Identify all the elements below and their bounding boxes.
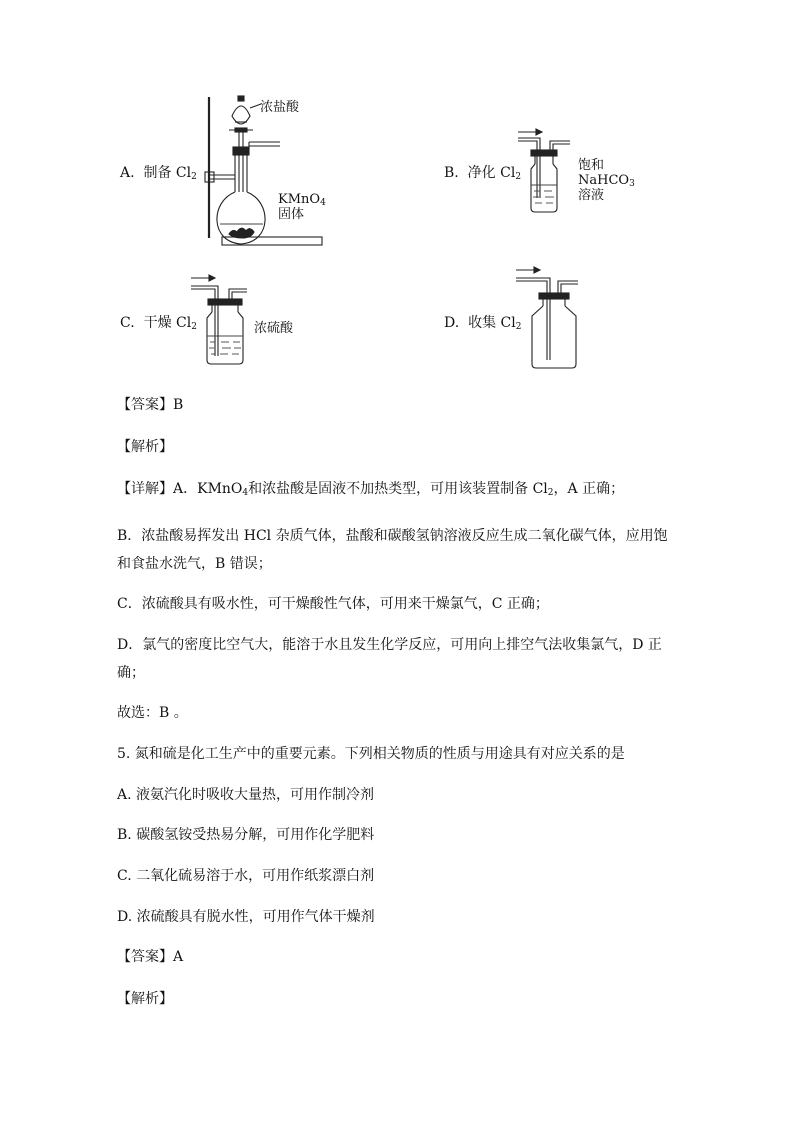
- detail-b-line2: 和食盐水洗气，B 错误；: [117, 556, 272, 572]
- label-saturated: 饱和: [578, 158, 605, 173]
- option-a-label: A. 制备 $Cl_2$: [120, 165, 197, 182]
- label-nahco3: NaHCO$_3$: [578, 173, 635, 189]
- detail-choice: 故选：B 。: [117, 705, 188, 721]
- q5-option-b: B. 碳酸氢铵受热易分解，可用作化学肥料: [117, 827, 375, 843]
- q5-option-d: D. 浓硫酸具有脱水性，可用作气体干燥剂: [117, 909, 375, 925]
- detail-d-line1: D．氯气的密度比空气大，能溶于水且发生化学反应，可用向上排空气法收集氯气，D 正: [117, 637, 662, 653]
- detail-c: C．浓硫酸具有吸水性，可干燥酸性气体，可用来干燥氯气，C 正确；: [117, 596, 549, 612]
- analysis-q4: 【解析】: [117, 439, 173, 455]
- analysis-q5: 【解析】: [117, 991, 173, 1007]
- option-b-label: B. 净化 $Cl_2$: [444, 165, 522, 182]
- detail-b-line1: B．浓盐酸易挥发出 HCl 杂质气体，盐酸和碳酸氢钠溶液反应生成二氧化碳气体，应用饱: [117, 528, 668, 544]
- label-hcl: 浓盐酸: [260, 100, 300, 115]
- option-d-label: D. 收集 $Cl_2$: [444, 315, 522, 332]
- label-h2so4: 浓硫酸: [254, 321, 294, 336]
- answer-q5: 【答案】A: [117, 949, 184, 965]
- apparatus-a-flask-stand: [205, 92, 325, 252]
- apparatus-c-drying-bottle: [187, 274, 247, 369]
- apparatus-b-wash-bottle: [514, 128, 574, 213]
- option-c-label: C. 干燥 $Cl_2$: [120, 315, 197, 332]
- label-solid: 固体: [278, 207, 305, 222]
- detail-d-line2: 确；: [117, 665, 145, 681]
- label-solution: 溶液: [578, 188, 605, 203]
- q5-option-a: A. 液氨汽化时吸收大量热，可用作制冷剂: [117, 787, 375, 803]
- detail-a: 【详解】A．KMnO$_4$和浓盐酸是固液不加热类型，可用该装置制备 $Cl_2$，A 正确；: [117, 481, 625, 498]
- apparatus-d-collection-bottle: [514, 266, 584, 371]
- q5-option-c: C. 二氧化硫易溶于水，可用作纸浆漂白剂: [117, 868, 375, 884]
- answer-q4: 【答案】B: [117, 397, 184, 413]
- label-kmno4: KMnO$_4$: [278, 192, 326, 208]
- q5-stem: 5. 氮和硫是化工生产中的重要元素。下列相关物质的性质与用途具有对应关系的是: [117, 746, 625, 762]
